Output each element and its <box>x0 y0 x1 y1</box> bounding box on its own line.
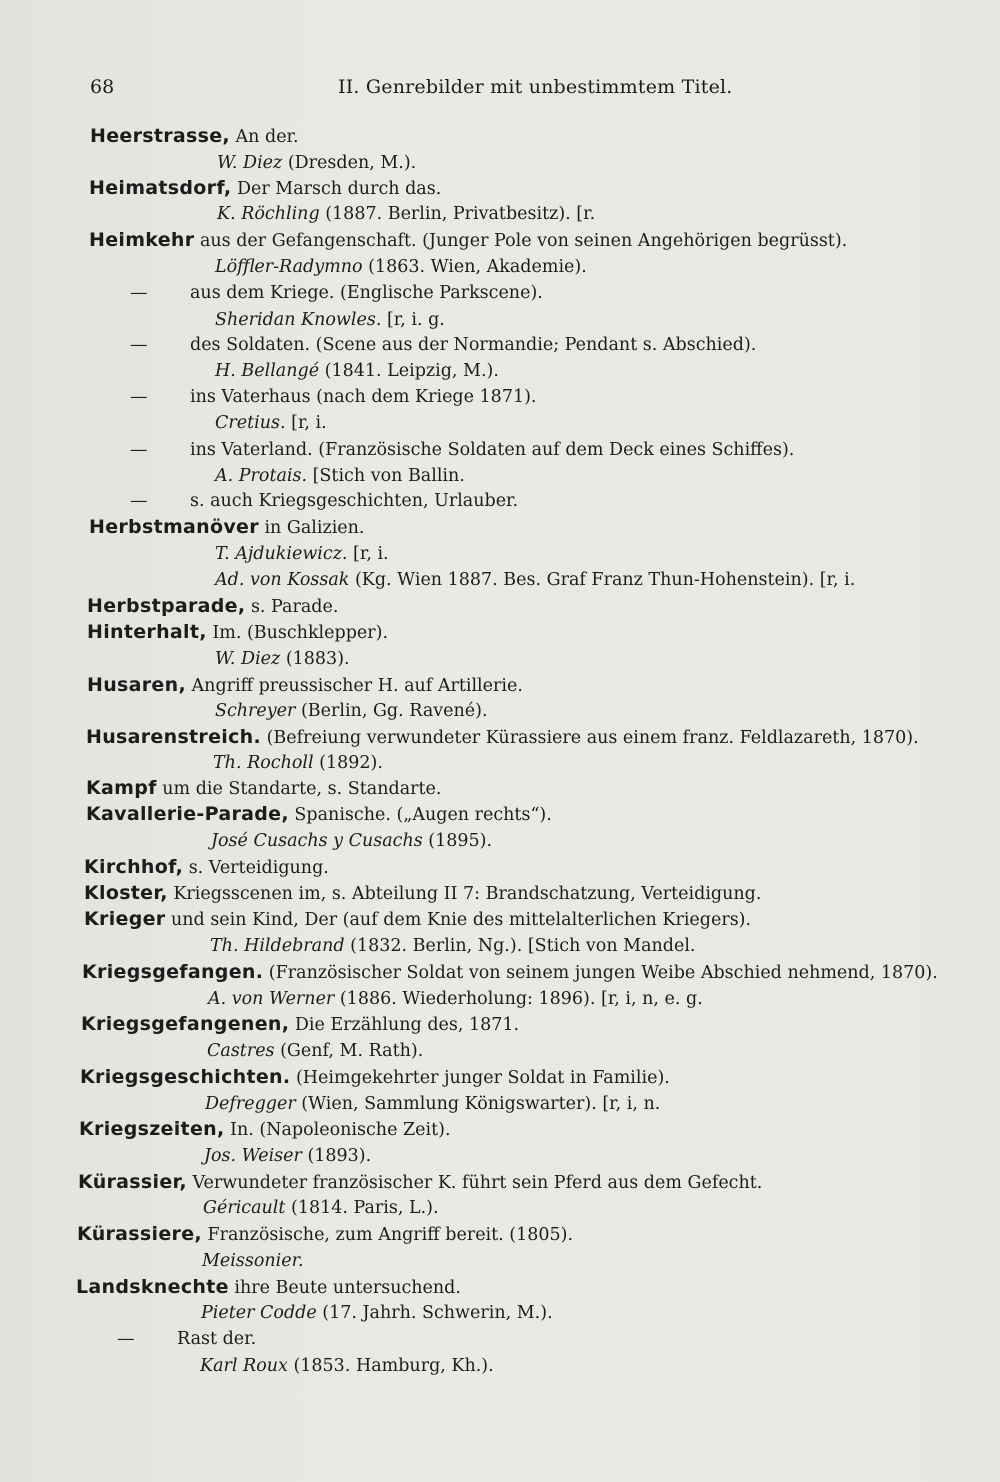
entry-heading-line <box>87 674 523 697</box>
entry-description: Die Erzählung des, 1871. <box>289 1015 520 1035</box>
entry-heading-line <box>89 516 365 539</box>
entry-description: aus der Gefangenschaft. (Junger Pole von seinen Angehörigen begrüsst). <box>194 231 848 251</box>
artist-name: Defregger <box>205 1094 296 1114</box>
artist-name: Th. Rocholl <box>213 753 314 773</box>
entry-heading: Krieger <box>84 908 166 930</box>
artist-name: K. Röchling <box>217 204 320 224</box>
entry-heading-line <box>90 125 299 148</box>
artist-name: H. Bellangé <box>215 361 320 381</box>
ditto-dash: — <box>130 387 148 407</box>
entry-description: (Heimgekehrter junger Soldat in Familie). <box>290 1068 670 1088</box>
entry-heading: Kürassiere, <box>77 1223 202 1245</box>
entry-location: (1814. Paris, L.). <box>285 1198 439 1218</box>
entry-heading-line <box>87 595 338 618</box>
entry-heading-line <box>89 177 441 200</box>
page-number: 68 <box>90 76 115 98</box>
entry-description: Im. (Buschklepper). <box>206 623 389 643</box>
ditto-dash: — <box>130 283 148 303</box>
entry-location: (1883). <box>280 649 350 669</box>
entry-source-line <box>205 1093 660 1115</box>
entry-description: Verwundeter französischer K. führt sein Pferd aus dem Gefecht. <box>186 1173 763 1193</box>
entry-heading-line <box>89 229 847 252</box>
ditto-dash: — <box>117 1329 135 1349</box>
entry-description: ins Vaterhaus (nach dem Kriege 1871). <box>190 387 537 407</box>
entry-location: (1893). <box>301 1146 372 1166</box>
entry-heading-line <box>82 961 938 984</box>
artist-name: Géricault <box>203 1198 286 1218</box>
entry-heading-line <box>86 803 552 826</box>
entry-description: An der. <box>229 127 299 147</box>
entry-location: (1863. Wien, Akademie). <box>362 257 587 277</box>
entry-heading-line <box>77 1223 573 1246</box>
entry-heading: Kirchhof, <box>84 856 184 878</box>
entry-description: Der Marsch durch das. <box>231 179 442 199</box>
entry-heading-line <box>84 856 329 879</box>
entry-location: (Berlin, Gg. Ravené). <box>295 701 488 721</box>
entry-source-line <box>201 1302 553 1324</box>
entry-location: (1892). <box>313 753 383 773</box>
entry-description: Rast der. <box>177 1329 257 1349</box>
entry-heading: Husaren, <box>87 674 186 696</box>
entry-source-line <box>200 1355 494 1377</box>
entry-description: und sein Kind, Der (auf dem Knie des mittelalterlichen Kriegers). <box>165 910 752 930</box>
entry-location: (1895). <box>422 831 493 851</box>
entry-description: s. Parade. <box>245 597 339 617</box>
artist-name: Th. Hildebrand <box>210 936 345 956</box>
entry-source-line <box>217 152 416 174</box>
entry-heading-line <box>86 777 441 800</box>
entry-description: Kriegsscenen im, s. Abteilung II 7: Brandschatzung, Verteidigung. <box>167 884 762 904</box>
entry-heading: Kürassier, <box>78 1171 187 1193</box>
entry-description: (Befreiung verwundeter Kürassiere aus einem franz. Feldlazareth, 1870). <box>261 728 919 748</box>
entry-heading: Kloster, <box>84 882 168 904</box>
entry-source-line <box>215 412 327 434</box>
entry-description: Spanische. („Augen rechts“). <box>288 805 552 825</box>
entry-location: (1886. Wiederholung: 1896). [r, i, n, e. g. <box>334 989 703 1009</box>
ditto-dash: — <box>130 491 148 511</box>
entry-heading-line <box>84 882 761 905</box>
entry-source-line <box>215 256 587 278</box>
entry-description: in Galizien. <box>258 518 365 538</box>
entry-description: Angriff preussischer H. auf Artillerie. <box>185 676 523 696</box>
entry-description: ins Vaterland. (Französische Soldaten auf dem Deck eines Schiffes). <box>190 440 795 460</box>
entry-heading: Heerstrasse, <box>90 125 230 147</box>
entry-description: Französische, zum Angriff bereit. (1805). <box>201 1225 574 1245</box>
page-header <box>90 76 890 102</box>
artist-name: Karl Roux <box>200 1356 288 1376</box>
entry-source-line <box>215 465 465 487</box>
entry-heading-line <box>87 621 388 644</box>
entry-location: (17. Jahrh. Schwerin, M.). <box>316 1303 553 1323</box>
entry-source-line <box>215 309 445 331</box>
artist-name: Cretius. <box>215 413 286 433</box>
entry-source-line <box>215 700 488 722</box>
running-title: II. Genrebilder mit unbestimmtem Titel. <box>338 76 733 98</box>
entry-heading: Kriegszeiten, <box>79 1118 225 1140</box>
entry-source-line <box>202 1250 304 1272</box>
entry-heading: Herbstmanöver <box>89 516 259 538</box>
entry-source-line <box>203 1197 439 1219</box>
artist-name: W. Diez <box>215 649 281 669</box>
artist-name: Meissonier. <box>202 1251 304 1271</box>
entry-dash-line <box>117 1328 256 1350</box>
artist-name: A. von Werner <box>208 989 335 1009</box>
artist-name: Pieter Codde <box>201 1303 317 1323</box>
entry-heading: Herbstparade, <box>87 595 246 617</box>
entry-heading-line <box>86 726 919 749</box>
entry-dash-line <box>130 439 794 461</box>
entry-location: (1832. Berlin, Ng.). [Stich von Mandel. <box>344 936 696 956</box>
entry-description: um die Standarte, s. Standarte. <box>156 779 442 799</box>
entry-source-line <box>215 543 389 565</box>
ditto-dash: — <box>130 335 148 355</box>
entry-location: [Stich von Ballin. <box>307 466 465 486</box>
entry-location: (Wien, Sammlung Königswarter). [r, i, n. <box>295 1094 661 1114</box>
entry-source-line <box>215 648 350 670</box>
entry-heading-line <box>84 908 751 931</box>
entry-location: [r, i. <box>285 413 327 433</box>
artist-name: W. Diez <box>217 153 283 173</box>
entry-heading-line <box>80 1066 670 1089</box>
artist-name: Jos. Weiser <box>204 1146 302 1166</box>
entry-source-line <box>208 988 703 1010</box>
entry-source-line <box>204 1145 371 1167</box>
entry-dash-line <box>130 282 543 304</box>
entry-source-line <box>207 1040 423 1062</box>
entry-dash-line <box>130 490 518 512</box>
artist-name: José Cusachs y Cusachs <box>211 831 423 851</box>
artist-name: Schreyer <box>215 701 296 721</box>
entry-location: [r, i. <box>347 544 389 564</box>
entry-heading: Kavallerie-Parade, <box>86 803 289 825</box>
entry-heading: Kriegsgefangenen, <box>81 1013 290 1035</box>
entry-heading: Heimatsdorf, <box>89 177 232 199</box>
entry-description: ihre Beute untersuchend. <box>228 1278 461 1298</box>
artist-name: Sheridan Knowles. <box>215 310 382 330</box>
entry-source-line <box>211 830 492 852</box>
entry-description: In. (Napoleonische Zeit). <box>224 1120 451 1140</box>
entry-heading: Heimkehr <box>89 229 195 251</box>
entry-heading: Kriegsgefangen. <box>82 961 264 983</box>
entry-location: [r, i. g. <box>381 310 445 330</box>
entry-description: (Französischer Soldat von seinem jungen Weibe Abschied nehmend, 1870). <box>263 963 938 983</box>
entry-heading: Landsknechte <box>76 1276 229 1298</box>
entry-source-line <box>210 935 696 957</box>
entry-heading: Husarenstreich. <box>86 726 262 748</box>
entry-heading: Hinterhalt, <box>87 621 207 643</box>
entry-source-line <box>213 752 383 774</box>
entry-description: s. Verteidigung. <box>183 858 329 878</box>
entry-heading: Kampf <box>86 777 157 799</box>
entry-dash-line <box>130 386 536 408</box>
entry-dash-line <box>130 334 756 356</box>
entry-heading-line <box>79 1118 451 1141</box>
artist-name: A. Protais. <box>215 466 308 486</box>
entry-heading-line <box>78 1171 762 1194</box>
entry-heading-line <box>76 1276 461 1299</box>
ditto-dash: — <box>130 440 148 460</box>
entry-description: s. auch Kriegsgeschichten, Urlauber. <box>190 491 519 511</box>
entry-location: (1841. Leipzig, M.). <box>319 361 499 381</box>
artist-name: Ad. von Kossak <box>215 570 350 590</box>
entry-heading: Kriegsgeschichten. <box>80 1066 291 1088</box>
entry-source-line <box>217 203 595 225</box>
entry-location: (1887. Berlin, Privatbesitz). [r. <box>319 204 596 224</box>
entry-description: aus dem Kriege. (Englische Parkscene). <box>190 283 543 303</box>
entry-description: des Soldaten. (Scene aus der Normandie; Pendant s. Abschied). <box>190 335 757 355</box>
artist-name: T. Ajdukiewicz. <box>215 544 348 564</box>
entry-location: (Dresden, M.). <box>282 153 417 173</box>
entry-heading-line <box>81 1013 519 1036</box>
entry-source-line <box>215 569 855 591</box>
entry-location: (Genf, M. Rath). <box>274 1041 424 1061</box>
entry-source-line <box>215 360 499 382</box>
entry-location: (1853. Hamburg, Kh.). <box>287 1356 494 1376</box>
entry-location: (Kg. Wien 1887. Bes. Graf Franz Thun-Hohenstein). [r, i. <box>349 570 856 590</box>
artist-name: Löffler-Radymno <box>215 257 363 277</box>
artist-name: Castres <box>207 1041 275 1061</box>
